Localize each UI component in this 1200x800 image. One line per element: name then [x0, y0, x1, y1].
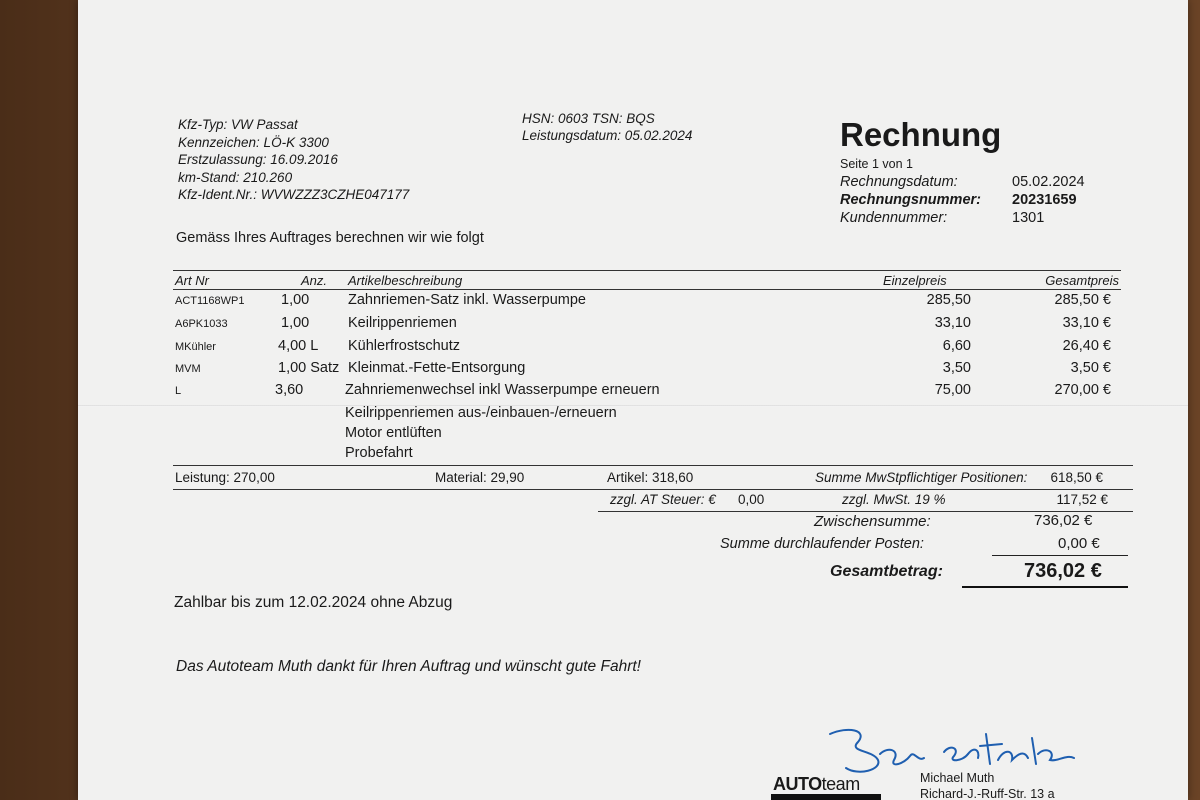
row-total: 285,50 €	[1054, 292, 1111, 308]
thank-you-note: Das Autoteam Muth dankt für Ihren Auftrag und wünscht gute Fahrt!	[176, 658, 641, 675]
header-total: Gesamtpreis	[1045, 273, 1119, 288]
table-header	[173, 270, 1121, 290]
vehicle-first-registration: Erstzulassung: 16.09.2016	[178, 152, 338, 167]
customer-number: 1301	[1012, 210, 1045, 226]
row-total: 33,10 €	[1062, 315, 1111, 331]
logo-auto: AUTO	[773, 774, 822, 794]
vehicle-type: Kfz-Typ: VW Passat	[178, 117, 298, 132]
logo-team: team	[821, 774, 860, 794]
hsn-tsn: HSN: 0603 TSN: BQS	[522, 111, 655, 126]
row-desc: Kühlerfrostschutz	[348, 338, 461, 354]
row-art: L	[175, 385, 182, 397]
row-total: 3,50 €	[1070, 360, 1111, 376]
row-total: 270,00 €	[1054, 382, 1111, 398]
taxable-sum: 618,50 €	[1050, 470, 1103, 485]
logo-bar	[771, 794, 881, 800]
vehicle-km: km-Stand: 210.260	[178, 169, 293, 185]
table-row	[173, 292, 1121, 314]
labor-line: Keilrippenriemen aus-/einbauen-/erneuern	[345, 405, 617, 421]
header-desc: Artikelbeschreibung	[348, 273, 463, 288]
row-art: A6PK1033	[175, 318, 228, 330]
row-qty: 4,00 L	[278, 338, 319, 354]
row-unit: 75,00	[934, 382, 971, 398]
divider	[992, 555, 1128, 556]
vehicle-plate: Kennzeichen: LÖ-K 3300	[178, 134, 329, 150]
labor-description	[345, 403, 617, 463]
row-desc: Zahnriemen-Satz inkl. Wasserpumpe	[348, 292, 586, 308]
at-tax-value: 0,00	[738, 492, 765, 507]
row-unit: 3,50	[942, 360, 971, 376]
row-art: MKühler	[175, 341, 216, 353]
row-desc: Kleinmat.-Fette-Entsorgung	[348, 360, 526, 376]
grand-total: 736,02 €	[1024, 560, 1102, 582]
paper-fold	[78, 405, 1188, 407]
header-unit: Einzelpreis	[883, 273, 947, 288]
row-qty: 1,00 Satz	[278, 360, 340, 376]
row-unit: 285,50	[926, 292, 971, 308]
vat-label: zzgl. MwSt. 19 %	[842, 492, 946, 507]
intro-text: Gemäss Ihres Auftrages berechnen wir wie folgt	[176, 230, 484, 246]
labor-line: Probefahrt	[345, 445, 413, 461]
transit-items-label: Summe durchlaufender Posten:	[720, 536, 924, 552]
row-unit: 6,60	[942, 338, 971, 354]
invoice-date-label: Rechnungsdatum:	[840, 174, 958, 190]
transit-items: 0,00 €	[1058, 535, 1100, 552]
owner-name: Michael Muth	[920, 771, 995, 785]
street-address: Richard-J.-Ruff-Str. 13 a	[920, 787, 1055, 800]
hsn-info	[522, 110, 692, 144]
row-desc: Zahnriemenwechsel inkl Wasserpumpe erneuern	[345, 382, 660, 398]
page-indicator: Seite 1 von 1	[840, 157, 913, 171]
row-art: MVM	[175, 363, 201, 375]
row-desc: Keilrippenriemen	[348, 315, 457, 331]
grand-total-label: Gesamtbetrag:	[830, 563, 943, 580]
table-row	[173, 315, 1121, 337]
summary-line	[173, 465, 1133, 490]
at-tax-label: zzgl. AT Steuer: €	[610, 492, 716, 507]
payment-terms: Zahlbar bis zum 12.02.2024 ohne Abzug	[174, 594, 453, 611]
row-qty: 1,00	[281, 315, 310, 331]
subtotal-label: Zwischensumme:	[814, 513, 931, 530]
invoice-paper	[78, 0, 1188, 800]
vehicle-vin: Kfz-Ident.Nr.: WVWZZZ3CZHE047177	[178, 187, 410, 202]
subtotal: 736,02 €	[1034, 512, 1093, 529]
invoice-number: 20231659	[1012, 192, 1077, 208]
invoice-number-label: Rechnungsnummer:	[840, 192, 981, 208]
divider	[962, 586, 1128, 588]
tax-line	[598, 490, 1133, 512]
vat-amount: 117,52 €	[1056, 492, 1108, 507]
invoice-title: Rechnung	[840, 116, 1002, 153]
header-qty: Anz.	[301, 273, 328, 288]
artikel-total: Artikel: 318,60	[607, 470, 694, 485]
table-row	[173, 382, 1121, 404]
header-art: Art Nr	[175, 273, 209, 288]
company-address	[920, 770, 1055, 800]
row-qty: 1,00	[281, 292, 310, 308]
table-row	[173, 360, 1121, 382]
customer-number-label: Kundennummer:	[840, 210, 948, 226]
service-date: Leistungsdatum: 05.02.2024	[522, 128, 693, 143]
invoice-meta	[840, 155, 1085, 227]
labor-line: Motor entlüften	[345, 425, 442, 441]
table-row	[173, 338, 1121, 360]
row-unit: 33,10	[934, 315, 971, 331]
row-qty: 3,60	[275, 382, 304, 398]
row-total: 26,40 €	[1062, 338, 1111, 354]
leistung-total: Leistung: 270,00	[175, 470, 275, 485]
row-art: ACT1168WP1	[175, 295, 245, 307]
vehicle-info	[178, 116, 409, 204]
taxable-sum-label: Summe MwStpflichtiger Positionen:	[815, 470, 1028, 485]
company-logo	[773, 774, 860, 795]
invoice-date: 05.02.2024	[1012, 174, 1085, 190]
material-total: Material: 29,90	[435, 470, 525, 485]
